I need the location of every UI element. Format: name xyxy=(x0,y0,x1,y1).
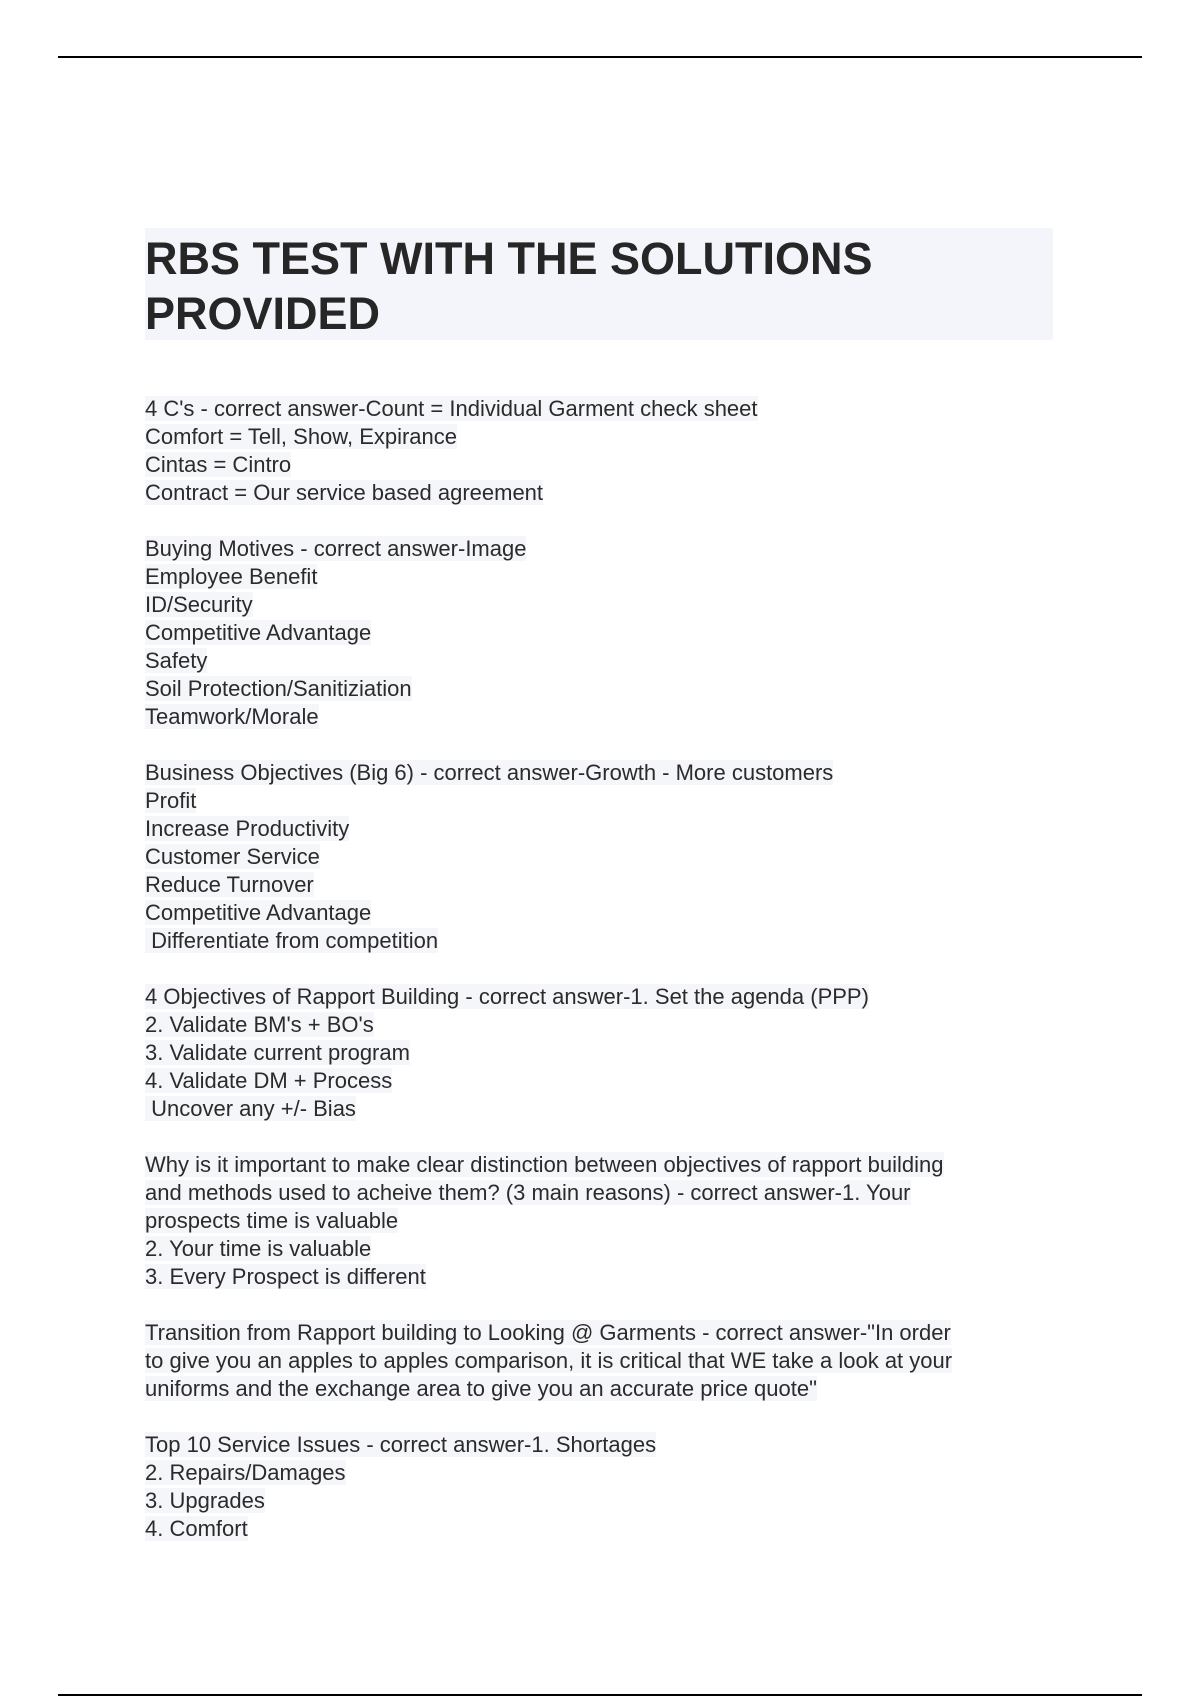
document-title xyxy=(145,228,1053,340)
qa-block xyxy=(145,1151,1065,1291)
qa-question-line xyxy=(145,983,1065,1011)
qa-answer-line xyxy=(145,1375,1065,1403)
qa-line-text: 4. Validate DM + Process xyxy=(145,1068,393,1093)
qa-answer-line xyxy=(145,927,1065,955)
qa-answer-line xyxy=(145,1067,1065,1095)
qa-line-text: 3. Validate current program xyxy=(145,1040,410,1065)
qa-answer-line xyxy=(145,647,1065,675)
qa-line-text: Top 10 Service Issues - correct answer-1. Shortages xyxy=(145,1432,657,1457)
qa-answer-line xyxy=(145,1179,1065,1207)
qa-line-text: Competitive Advantage xyxy=(145,900,372,925)
qa-block xyxy=(145,535,1065,731)
qa-line-text: Buying Motives - correct answer-Image xyxy=(145,536,527,561)
qa-line-text: Employee Benefit xyxy=(145,564,318,589)
qa-block xyxy=(145,1319,1065,1403)
qa-answer-line xyxy=(145,1011,1065,1039)
qa-line-text: Increase Productivity xyxy=(145,816,350,841)
qa-answer-line xyxy=(145,899,1065,927)
qa-line-text: Business Objectives (Big 6) - correct answer-Growth - More customers xyxy=(145,760,834,785)
qa-answer-line xyxy=(145,1347,1065,1375)
title-line-1: RBS TEST WITH THE SOLUTIONS xyxy=(145,233,873,284)
title-line-2: PROVIDED xyxy=(145,288,381,339)
bottom-rule xyxy=(58,1694,1142,1696)
qa-answer-line xyxy=(145,787,1065,815)
qa-line-text: Comfort = Tell, Show, Expirance xyxy=(145,424,458,449)
qa-line-text: prospects time is valuable xyxy=(145,1208,399,1233)
qa-answer-line xyxy=(145,1515,1065,1543)
qa-line-text: Teamwork/Morale xyxy=(145,704,319,729)
qa-answer-line xyxy=(145,1095,1065,1123)
qa-answer-line xyxy=(145,1207,1065,1235)
qa-answer-line xyxy=(145,423,1065,451)
qa-answer-line xyxy=(145,1487,1065,1515)
qa-answer-line xyxy=(145,1039,1065,1067)
qa-answer-line xyxy=(145,1459,1065,1487)
qa-line-text: 2. Validate BM's + BO's xyxy=(145,1012,374,1037)
qa-line-text: 4 C's - correct answer-Count = Individual Garment check sheet xyxy=(145,396,758,421)
qa-answer-line xyxy=(145,871,1065,899)
qa-line-text: 2. Repairs/Damages xyxy=(145,1460,346,1485)
qa-line-text: Why is it important to make clear distinction between objectives of rapport building xyxy=(145,1152,944,1177)
qa-answer-line xyxy=(145,843,1065,871)
qa-answer-line xyxy=(145,675,1065,703)
qa-line-text: 4 Objectives of Rapport Building - correct answer-1. Set the agenda (PPP) xyxy=(145,984,869,1009)
qa-line-text: Contract = Our service based agreement xyxy=(145,480,544,505)
qa-answer-line xyxy=(145,451,1065,479)
qa-block xyxy=(145,395,1065,507)
qa-block xyxy=(145,759,1065,955)
qa-line-text: Profit xyxy=(145,788,197,813)
qa-answer-line xyxy=(145,703,1065,731)
qa-line-text: to give you an apples to apples comparison, it is critical that WE take a look at your xyxy=(145,1348,953,1373)
qa-question-line xyxy=(145,1431,1065,1459)
qa-line-text: Differentiate from competition xyxy=(145,928,439,953)
qa-line-text: and methods used to acheive them? (3 main reasons) - correct answer-1. Your xyxy=(145,1180,911,1205)
qa-line-text: Safety xyxy=(145,648,208,673)
qa-line-text: uniforms and the exchange area to give you an accurate price quote" xyxy=(145,1376,817,1401)
qa-answer-line xyxy=(145,591,1065,619)
qa-block xyxy=(145,1431,1065,1543)
qa-line-text: Competitive Advantage xyxy=(145,620,372,645)
qa-question-line xyxy=(145,1319,1065,1347)
top-rule xyxy=(58,56,1142,58)
question-answer-list xyxy=(145,395,1065,1571)
qa-answer-line xyxy=(145,1235,1065,1263)
qa-line-text: Soil Protection/Sanitiziation xyxy=(145,676,412,701)
qa-line-text: Uncover any +/- Bias xyxy=(145,1096,356,1121)
qa-line-text: 3. Upgrades xyxy=(145,1488,265,1513)
qa-line-text: 4. Comfort xyxy=(145,1516,248,1541)
qa-answer-line xyxy=(145,1263,1065,1291)
qa-answer-line xyxy=(145,479,1065,507)
qa-line-text: 3. Every Prospect is different xyxy=(145,1264,426,1289)
qa-line-text: 2. Your time is valuable xyxy=(145,1236,372,1261)
qa-answer-line xyxy=(145,563,1065,591)
qa-line-text: Customer Service xyxy=(145,844,320,869)
qa-answer-line xyxy=(145,619,1065,647)
qa-question-line xyxy=(145,395,1065,423)
qa-question-line xyxy=(145,1151,1065,1179)
qa-answer-line xyxy=(145,815,1065,843)
qa-block xyxy=(145,983,1065,1123)
qa-line-text: Cintas = Cintro xyxy=(145,452,292,477)
qa-line-text: Reduce Turnover xyxy=(145,872,314,897)
qa-question-line xyxy=(145,535,1065,563)
qa-line-text: ID/Security xyxy=(145,592,253,617)
qa-question-line xyxy=(145,759,1065,787)
qa-line-text: Transition from Rapport building to Looking @ Garments - correct answer-"In order xyxy=(145,1320,951,1345)
